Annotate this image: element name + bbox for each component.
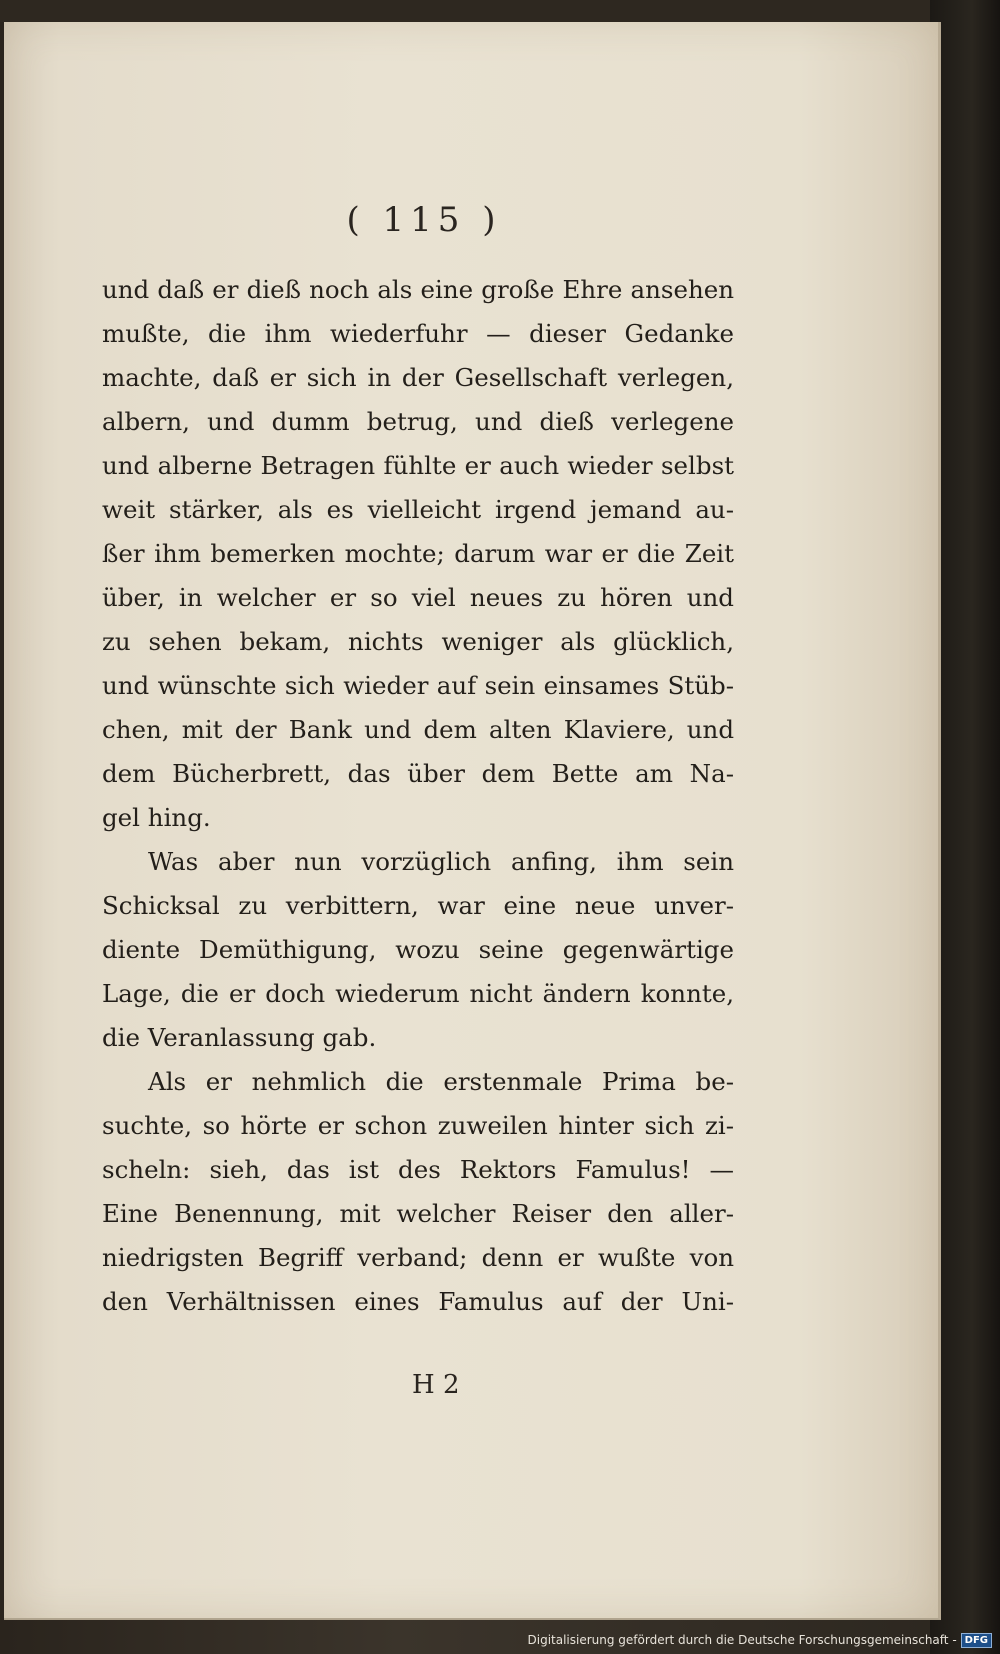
body-text xyxy=(102,268,734,1324)
text-line: Lage, die er doch wiederum nicht ändern konnte, xyxy=(102,979,734,1008)
text-line: albern, und dumm betrug, und dieß verlegene xyxy=(102,407,734,436)
funding-credit: Digitalisierung gefördert durch die Deutsche Forschungsgemeinschaft - xyxy=(527,1633,957,1647)
digitization-credit-bar xyxy=(0,1626,1000,1654)
text-line: niedrigsten Begriff verband; denn er wußte von xyxy=(102,1243,734,1272)
book-page xyxy=(4,22,941,1620)
text-line: gel hing. xyxy=(102,803,211,832)
text-line: dem Bücherbrett, das über dem Bette am Na- xyxy=(102,759,734,788)
text-line: und alberne Betragen fühlte er auch wieder selbst xyxy=(102,451,734,480)
page-number: ( 115 ) xyxy=(346,200,502,240)
signature-mark: H 2 xyxy=(412,1370,460,1400)
text-line: diente Demüthigung, wozu seine gegenwärtige xyxy=(102,935,734,964)
text-line: Schicksal zu verbittern, war eine neue unver- xyxy=(102,891,734,920)
text-line: scheln: sieh, das ist des Rektors Famulus! — xyxy=(102,1155,734,1184)
text-line: den Verhältnissen eines Famulus auf der Uni- xyxy=(102,1287,734,1316)
text-line: die Veranlassung gab. xyxy=(102,1023,377,1052)
text-line: und wünschte sich wieder auf sein einsames Stüb- xyxy=(102,671,734,700)
text-line: zu sehen bekam, nichts weniger als glücklich, xyxy=(102,627,734,656)
text-line: Eine Benennung, mit welcher Reiser den aller- xyxy=(102,1199,734,1228)
text-line: suchte, so hörte er schon zuweilen hinter sich zi- xyxy=(102,1111,734,1140)
text-line: über, in welcher er so viel neues zu hören und xyxy=(102,583,734,612)
text-line: chen, mit der Bank und dem alten Klaviere, und xyxy=(102,715,734,744)
text-line: mußte, die ihm wiederfuhr — dieser Gedanke xyxy=(102,319,734,348)
text-line: weit stärker, als es vielleicht irgend jemand au- xyxy=(102,495,734,524)
paragraph-start-line: Was aber nun vorzüglich anfing, ihm sein xyxy=(148,847,734,876)
paragraph-start-line: Als er nehmlich die erstenmale Prima be- xyxy=(148,1067,734,1096)
scan-top-edge xyxy=(0,0,1000,22)
text-line: machte, daß er sich in der Gesellschaft verlegen, xyxy=(102,363,734,392)
text-line: ßer ihm bemerken mochte; darum war er die Zeit xyxy=(102,539,734,568)
text-line: und daß er dieß noch als eine große Ehre ansehen xyxy=(102,275,734,304)
dfg-logo-icon: DFG xyxy=(961,1633,992,1648)
